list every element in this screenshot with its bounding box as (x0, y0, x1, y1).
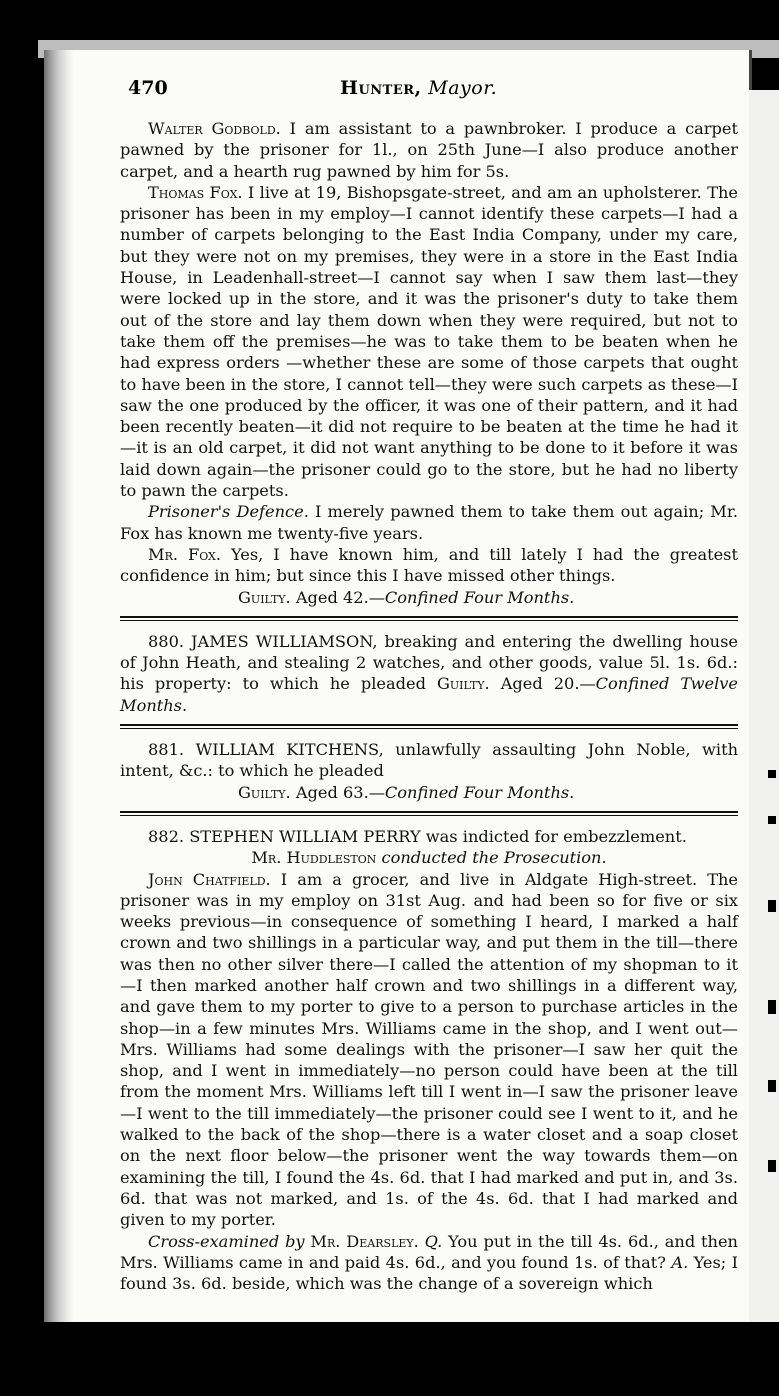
page-header (120, 77, 730, 103)
defence-label: Prisoner's Defence. (148, 502, 309, 522)
defendant-name: WILLIAM KITCHENS, (195, 740, 384, 760)
case-880 (120, 631, 738, 716)
page-number: 470 (128, 77, 168, 99)
facing-page-mark (768, 770, 776, 778)
facing-page-mark (768, 1080, 776, 1092)
prosecution-counsel: Mr. Huddleston (251, 848, 377, 868)
charge-text: was indicted for embezzlement. (420, 826, 687, 846)
defendant-name: STEPHEN WILLIAM PERRY (189, 826, 421, 846)
prosecution-text: conducted the Prosecution. (376, 848, 607, 868)
verdict-line (120, 782, 738, 803)
verdict-aged: Aged 42.— (290, 587, 385, 607)
defence-text: I merely pawned them to take them out again; Mr. Fox has known me twenty-five years. (120, 502, 738, 543)
testimony-text: I live at 19, Bishopsgate-street, and am an upholsterer. The prisoner has been in my employ—I cannot identify these carpets—I had a number of carpets belonging to the East India Company, under my care, but they were not on my premises, they were in a store in the East India House, in Leadenhall-street—I cannot say when I saw them last—they were locked up in the store, and it was the prisoner's duty to take them out of the store and lay them down when they were required, but not to take them off the premises—he was to take them to be beaten when he had express orders —whether these are some of those carpets that ought to have been in the store, I cannot tell—they were such carpets as these—I saw the one produced by the officer, it was one of their pattern, and it had been recently beaten—it did not require to be beaten at the time he had it—it is an old carpet, it did not want anything to be done to it before it was laid down again—the prisoner could go to the store, but he had no liberty to pawn the carpets. (120, 182, 738, 501)
facing-page-mark (768, 1160, 776, 1172)
scan-bottom-border (38, 1322, 779, 1396)
testimony-text: I am assistant to a pawnbroker. I produce a carpet pawned by the prisoner for 1l., on 25th June—I also produce another carpet, and a hearth rug pawned by him for 5s. (120, 119, 738, 181)
speaker-name: Thomas Fox. (148, 182, 243, 202)
question-label: Q. (424, 1231, 443, 1251)
case-882 (120, 826, 738, 847)
case-divider (120, 724, 738, 729)
case-divider (120, 616, 738, 621)
verdict-aged: Aged 20.— (489, 674, 596, 694)
charge-text: breaking and entering the dwelling house of John Heath, and stealing 2 watches, and other goods, value 5l. 1s. 6d.: his property: to which he pleaded (120, 631, 738, 694)
defence-paragraph (120, 501, 738, 544)
charge-text: unlawfully assaulting John Noble, with intent, &c.: to which he pleaded (120, 740, 738, 781)
running-head-title: Mayor. (428, 77, 498, 99)
question-text: You put in the till 4s. 6d., and then Mrs. Williams came in and paid 4s. 6d., and you found 1s. of that? (120, 1231, 738, 1272)
case-number: 880. (148, 631, 185, 651)
facing-page-mark (768, 1000, 776, 1014)
prosecution-line (120, 847, 738, 868)
case-divider (120, 811, 738, 816)
verdict-sentence: Confined Twelve Months. (120, 674, 738, 715)
plea-guilty: Guilty. (436, 674, 490, 694)
case-number: 882. (148, 826, 185, 846)
testimony-paragraph (120, 869, 738, 1231)
cross-exam-label: Cross-examined by (148, 1231, 305, 1251)
verdict-line (120, 587, 738, 608)
defendant-name: JAMES WILLIAMSON, (191, 631, 378, 651)
cross-exam-counsel: Mr. Dearsley. (304, 1231, 419, 1251)
speaker-name: Walter Godbold. (148, 119, 281, 138)
speaker-name: Mr. Fox. (148, 544, 222, 564)
verdict-guilty: Guilty. (238, 587, 291, 607)
answer-text: Yes; I found 3s. 6d. beside, which was the change of a sovereign which (120, 1252, 738, 1294)
verdict-guilty: Guilty. (238, 782, 291, 802)
facing-page-mark (768, 816, 776, 824)
testimony-paragraph (120, 182, 738, 501)
book-spine-shadow (44, 50, 74, 1322)
testimony-text: I am a grocer, and live in Aldgate High-street. The prisoner was in my employ on 31st Aug. and had been so for five or six weeks previous—in consequence of something I heard, I marked a half crown and two shillings in a particular way, and put them in the till—there was then no other silver there—I called the attention of my shopman to it—I then marked another half crown and two shillings in a different way, and gave them to my porter to give to a person to purchase articles in the shop—in a few minutes Mrs. Williams came in the shop, and I went out—Mrs. Williams had some dealings with the prisoner—I saw her quit the shop, and I went in immediately—no person could have been at the till from the moment Mrs. Williams left till I went in—I saw the prisoner leave—I went to the till immediately—the prisoner could see I went to it, and he walked to the back of the shop—there is a water closet and a soap closet on the next floor below—the prisoner went the way towards them—on examining the till, I found the 4s. 6d. that I had marked and put in, and 3s. 6d. that was not marked, and 1s. of the 4s. 6d. that I had marked and given to my porter. (120, 869, 738, 1230)
testimony-paragraph (120, 118, 738, 182)
verdict-sentence: Confined Four Months. (384, 782, 575, 802)
reply-paragraph (120, 544, 738, 587)
facing-page-edge (749, 90, 779, 1322)
page-body (120, 118, 738, 1294)
facing-page-mark (768, 900, 776, 912)
verdict-sentence: Confined Four Months. (384, 587, 575, 607)
reply-text: Yes, I have known him, and till lately I had the greatest confidence in him; but since this I have missed other things. (120, 544, 738, 586)
cross-examination (120, 1231, 738, 1295)
answer-label: A. (671, 1252, 689, 1272)
verdict-aged: Aged 63.— (290, 782, 385, 802)
speaker-name: John Chatfield. (148, 869, 271, 889)
case-881 (120, 739, 738, 782)
running-head-name: Hunter, (340, 77, 422, 99)
running-head (340, 77, 497, 99)
case-number: 881. (148, 740, 185, 760)
